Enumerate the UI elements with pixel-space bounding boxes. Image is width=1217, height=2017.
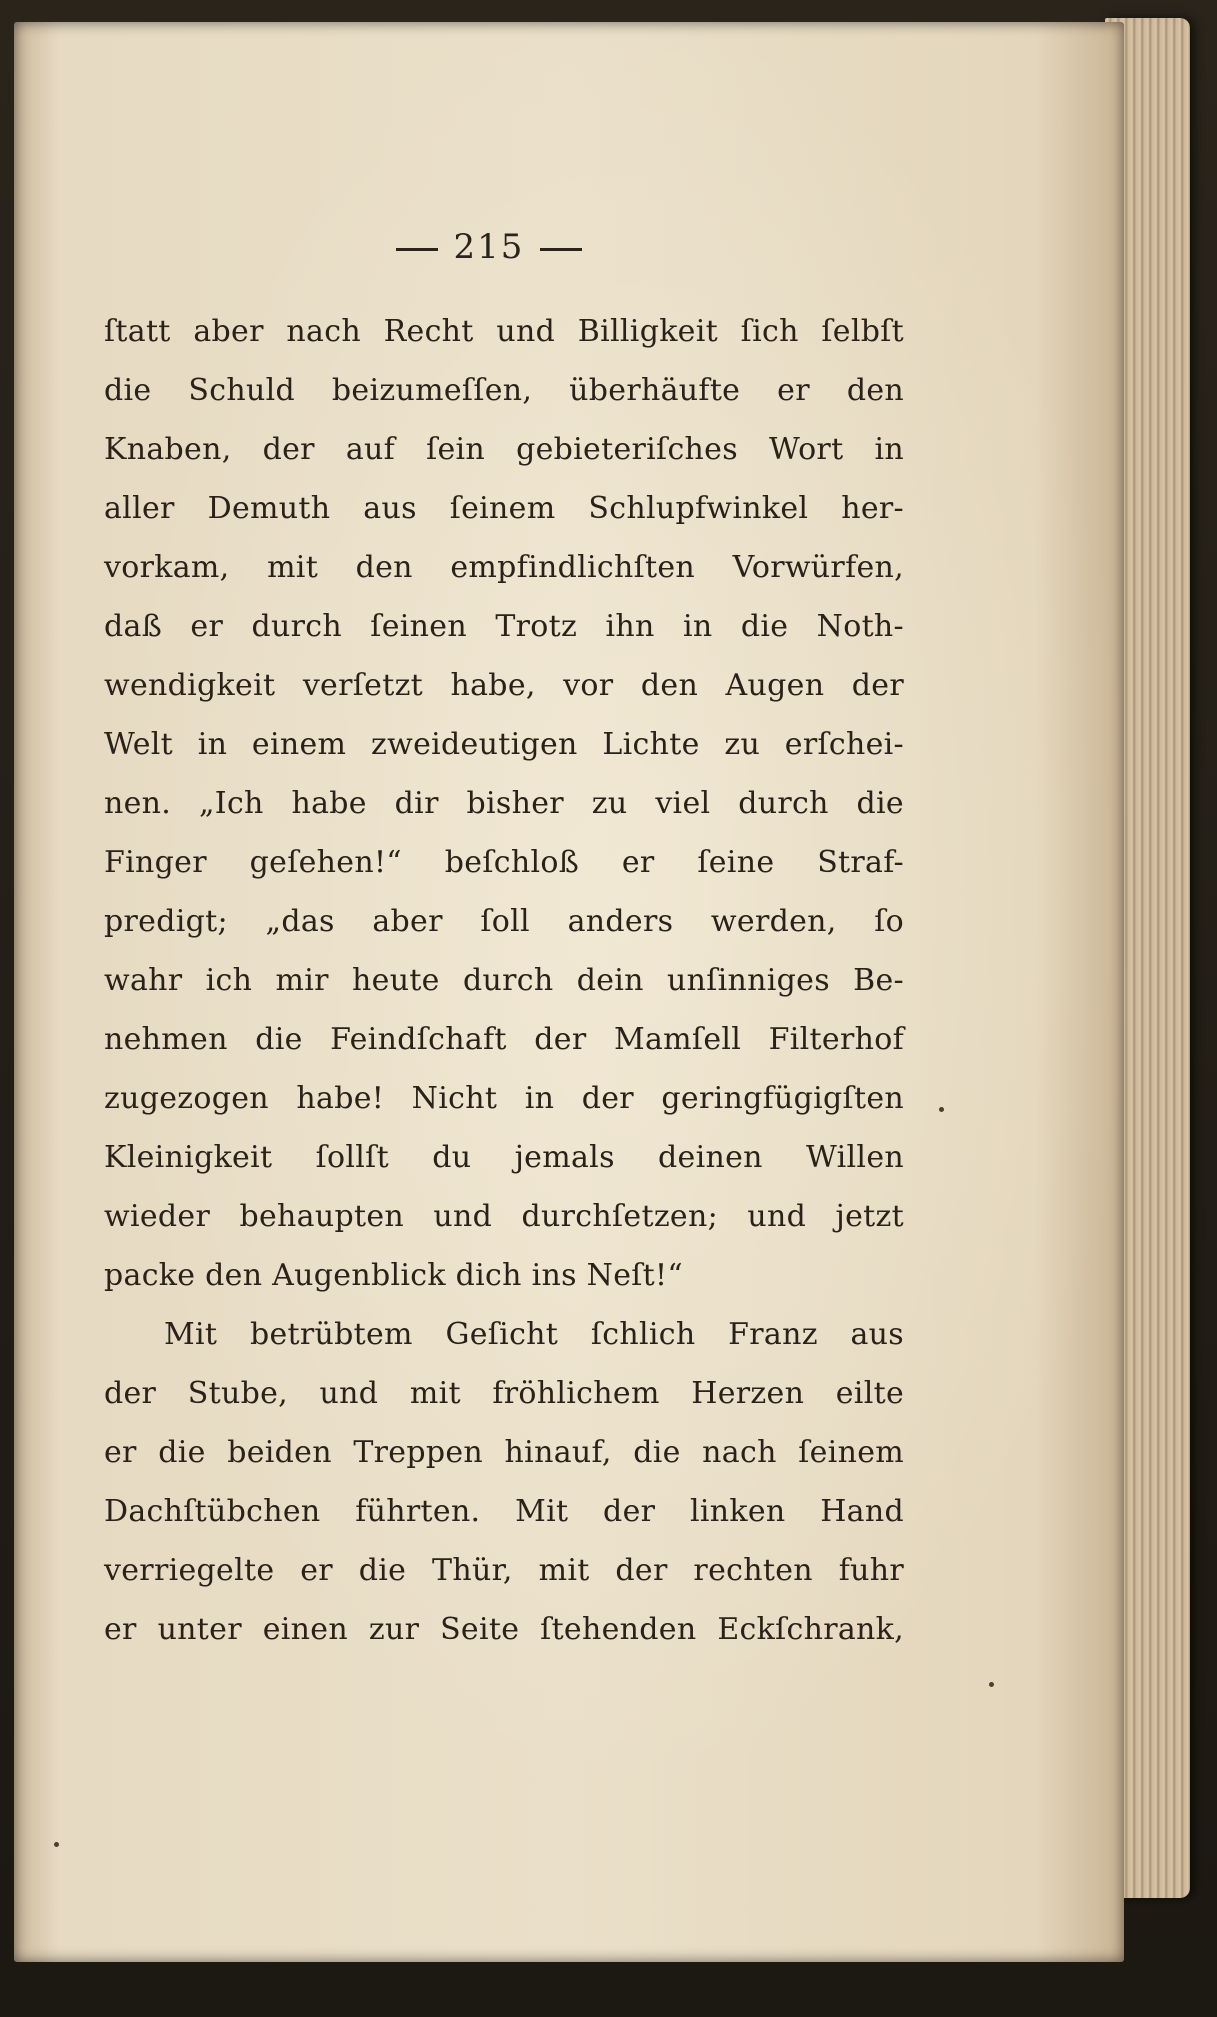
text-line: er die beiden Treppen hinauf, die nach ſeinem [104, 1435, 904, 1470]
text-line: wahr ich mir heute durch dein unſinniges Be- [104, 963, 904, 998]
text-line: wieder behaupten und durchſetzen; und jetzt [104, 1199, 904, 1234]
text-line: die Schuld beizumeſſen, überhäufte er den [104, 373, 904, 408]
text-line: Mit betrübtem Geſicht ſchlich Franz aus [164, 1317, 904, 1352]
text-line: er unter einen zur Seite ſtehenden Eckſchrank, [104, 1612, 904, 1647]
text-line: packe den Augenblick dich ins Neſt!“ [104, 1258, 684, 1293]
body-text [104, 302, 904, 1659]
text-line: Welt in einem zweideutigen Lichte zu erſchei- [104, 727, 904, 762]
text-line: vorkam, mit den empfindlichſten Vorwürfen, [104, 550, 904, 585]
text-line: nehmen die Feindſchaft der Mamſell Filterhof [104, 1022, 904, 1057]
paper-speck [54, 1842, 59, 1847]
page-number: 215 [453, 227, 525, 267]
text-line: Dachſtübchen führten. Mit der linken Hand [104, 1494, 904, 1529]
paper-speck [939, 1107, 944, 1112]
text-line: ſtatt aber nach Recht und Billigkeit ſich ſelbſt [104, 314, 904, 349]
page-header [364, 227, 614, 267]
text-line: wendigkeit verſetzt habe, vor den Augen der [104, 668, 904, 703]
text-line: nen. „Ich habe dir bisher zu viel durch die [104, 786, 904, 821]
text-line: predigt; „das aber ſoll anders werden, ſo [104, 904, 904, 939]
header-dash-left [396, 248, 438, 251]
text-line: Knaben, der auf ſein gebieteriſches Wort in [104, 432, 904, 467]
text-line: Kleinigkeit ſollſt du jemals deinen Willen [104, 1140, 904, 1175]
text-line: der Stube, und mit fröhlichem Herzen eilte [104, 1376, 904, 1411]
header-dash-right [540, 248, 582, 251]
paper-speck [989, 1682, 994, 1687]
text-line: verriegelte er die Thür, mit der rechten fuhr [104, 1553, 904, 1588]
text-line: zugezogen habe! Nicht in der geringfügigſten [104, 1081, 904, 1116]
text-line: daß er durch ſeinen Trotz ihn in die Noth- [104, 609, 904, 644]
book-page [14, 22, 1124, 1962]
text-line: Finger geſehen!“ beſchloß er ſeine Straf- [104, 845, 904, 880]
text-line: aller Demuth aus ſeinem Schlupfwinkel her- [104, 491, 904, 526]
